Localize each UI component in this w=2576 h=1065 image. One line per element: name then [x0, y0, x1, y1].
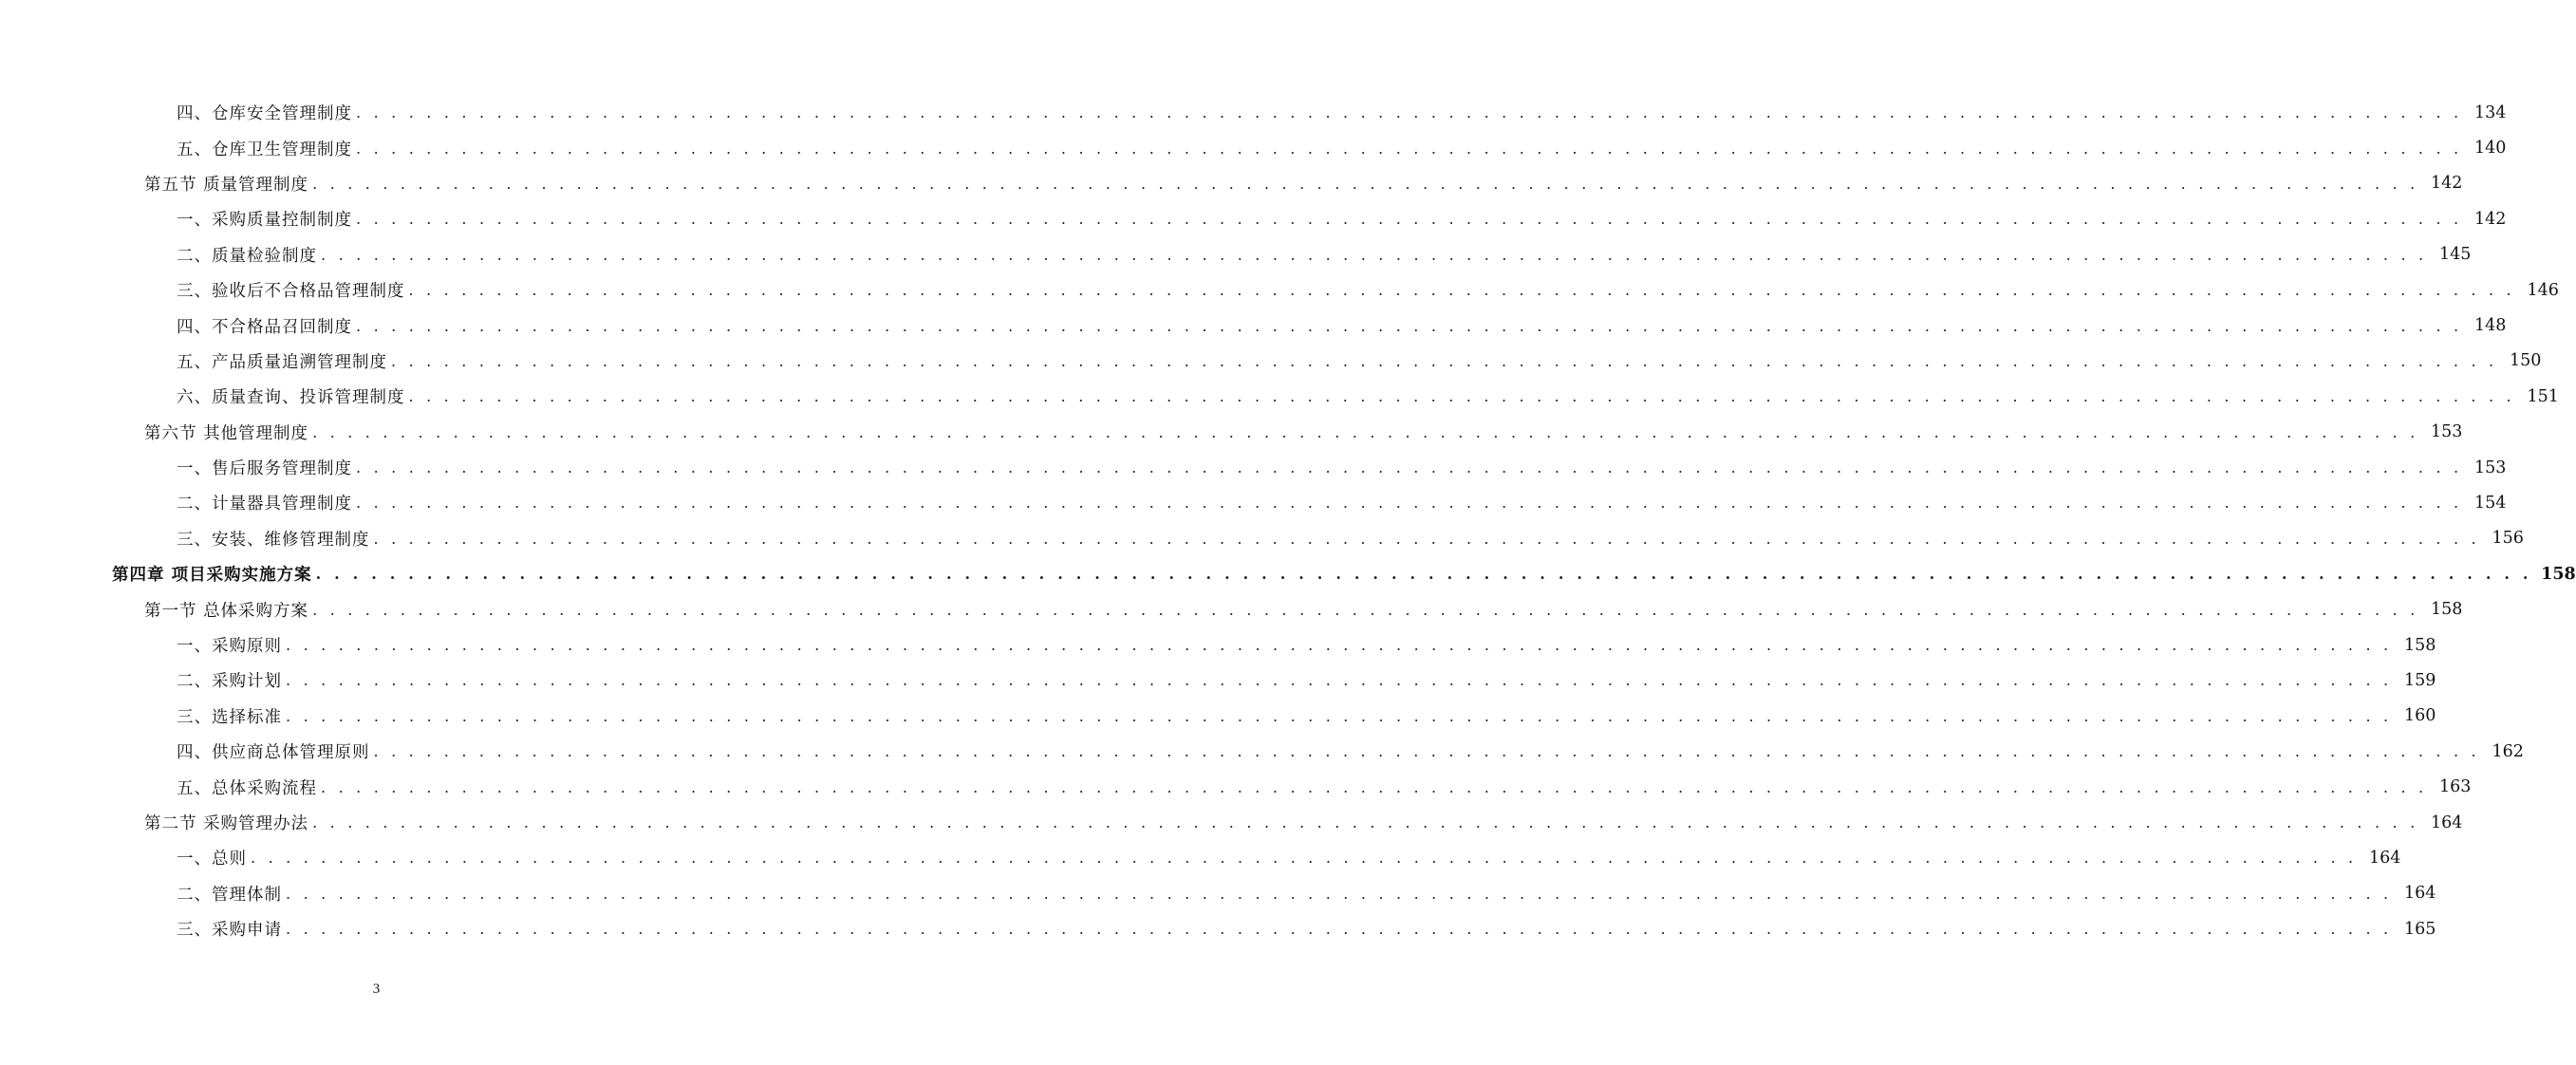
toc-dot-leader: . . . . . . . . . . . . . . . . . . . . . . . . . . . . . . . . . . . . . . . . . . . . . . . . . . . . . . . . . . . . . . . . . . . . . . . . . . . . . . . . . . . . . . . . . . . . . . . . . . . . . . . . . . . . . . . . . . . . . . . . — [312, 813, 2419, 831]
table-of-contents — [0, 95, 2576, 946]
toc-dot-leader: . . . . . . . . . . . . . . . . . . . . . . . . . . . . . . . . . . . . . . . . . . . . . . . . . . . . . . . . . . . . . . . . . . . . . . . . . . . . . . . . . . . . . . . . . . . . . . . . . . . . . . . . . . . . . . . . . . . . . . . . — [356, 210, 2463, 229]
toc-entry[interactable] — [0, 485, 2507, 520]
toc-dot-leader: . . . . . . . . . . . . . . . . . . . . . . . . . . . . . . . . . . . . . . . . . . . . . . . . . . . . . . . . . . . . . . . . . . . . . . . . . . . . . . . . . . . . . . . . . . . . . . . . . . . . . . . . . . . . . . . . . . . . . . . . — [321, 777, 2428, 796]
toc-dot-leader: . . . . . . . . . . . . . . . . . . . . . . . . . . . . . . . . . . . . . . . . . . . . . . . . . . . . . . . . . . . . . . . . . . . . . . . . . . . . . . . . . . . . . . . . . . . . . . . . . . . . . . . . . . . . . . . . . . . . . . . . — [321, 245, 2428, 264]
toc-entry-title: 三、验收后不合格品管理制度 — [177, 282, 405, 302]
toc-entry-page-number: 151 — [2527, 386, 2559, 406]
toc-entry-page-number: 164 — [2431, 813, 2463, 832]
toc-entry-title: 第一节 总体采购方案 — [144, 601, 309, 621]
toc-entry-title: 五、仓库卫生管理制度 — [177, 140, 352, 159]
toc-entry-title: 一、采购原则 — [177, 637, 282, 657]
toc-entry[interactable] — [0, 734, 2524, 769]
toc-entry[interactable] — [0, 237, 2472, 272]
toc-entry[interactable] — [0, 130, 2507, 165]
toc-entry-title: 第四章 项目采购实施方案 — [112, 566, 312, 586]
toc-entry[interactable] — [0, 840, 2401, 875]
toc-dot-leader: . . . . . . . . . . . . . . . . . . . . . . . . . . . . . . . . . . . . . . . . . . . . . . . . . . . . . . . . . . . . . . . . . . . . . . . . . . . . . . . . . . . . . . . . . . . . . . . . . . . . . . . . . . . . . . . . . . . . . . . . — [408, 387, 2515, 406]
toc-entry-page-number: 158 — [2541, 564, 2576, 584]
toc-entry[interactable] — [0, 876, 2436, 911]
toc-entry-page-number: 153 — [2431, 422, 2463, 442]
toc-entry-page-number: 158 — [2431, 600, 2463, 620]
toc-entry-page-number: 134 — [2473, 103, 2507, 122]
toc-entry-title: 六、质量查询、投诉管理制度 — [177, 388, 405, 408]
toc-entry-page-number: 142 — [2473, 209, 2507, 229]
toc-entry[interactable] — [0, 95, 2507, 130]
toc-entry[interactable] — [0, 556, 2576, 591]
toc-entry-page-number: 158 — [2403, 635, 2436, 655]
toc-entry-title: 第五节 质量管理制度 — [144, 175, 309, 195]
toc-entry-title: 二、计量器具管理制度 — [177, 495, 352, 514]
toc-dot-leader: . . . . . . . . . . . . . . . . . . . . . . . . . . . . . . . . . . . . . . . . . . . . . . . . . . . . . . . . . . . . . . . . . . . . . . . . . . . . . . . . . . . . . . . . . . . . . . . . . . . . . . . . . . . . . . . . . . . . . . . . — [356, 103, 2463, 122]
toc-dot-leader: . . . . . . . . . . . . . . . . . . . . . . . . . . . . . . . . . . . . . . . . . . . . . . . . . . . . . . . . . . . . . . . . . . . . . . . . . . . . . . . . . . . . . . . . . . . . . . . . . . . . . . . . . . . . . . . . . . . . . . . . — [286, 920, 2393, 939]
toc-entry-page-number: 148 — [2473, 316, 2507, 336]
toc-entry-title: 三、选择标准 — [177, 707, 282, 727]
toc-entry-title: 四、不合格品召回制度 — [177, 317, 352, 337]
toc-entry-title: 四、仓库安全管理制度 — [177, 104, 352, 124]
toc-entry-title: 四、供应商总体管理原则 — [177, 743, 370, 763]
toc-entry-title: 三、安装、维修管理制度 — [177, 530, 370, 550]
toc-entry[interactable] — [0, 344, 2542, 379]
toc-entry-page-number: 154 — [2473, 493, 2507, 513]
toc-entry-page-number: 162 — [2492, 741, 2524, 761]
toc-entry-page-number: 165 — [2403, 919, 2436, 939]
toc-entry[interactable] — [0, 450, 2507, 485]
toc-entry-page-number: 153 — [2473, 458, 2507, 477]
toc-entry[interactable] — [0, 272, 2559, 308]
toc-entry[interactable] — [0, 166, 2463, 201]
toc-dot-leader: . . . . . . . . . . . . . . . . . . . . . . . . . . . . . . . . . . . . . . . . . . . . . . . . . . . . . . . . . . . . . . . . . . . . . . . . . . . . . . . . . . . . . . . . . . . . . . . . . . . . . . . . . . . . . . . . . . . . . . . . — [251, 849, 2358, 868]
page-number: 3 — [372, 981, 381, 997]
toc-dot-leader: . . . . . . . . . . . . . . . . . . . . . . . . . . . . . . . . . . . . . . . . . . . . . . . . . . . . . . . . . . . . . . . . . . . . . . . . . . . . . . . . . . . . . . . . . . . . . . . . . . . . . . . . . . . . . . . . . . . . . . . . — [286, 884, 2393, 903]
toc-entry[interactable] — [0, 201, 2507, 236]
toc-entry-page-number: 160 — [2403, 706, 2436, 726]
toc-entry-page-number: 164 — [2368, 848, 2401, 868]
toc-dot-leader: . . . . . . . . . . . . . . . . . . . . . . . . . . . . . . . . . . . . . . . . . . . . . . . . . . . . . . . . . . . . . . . . . . . . . . . . . . . . . . . . . . . . . . . . . . . . . . . . . . . . . . . . . . . . . . . . . . . . . . . . — [408, 281, 2515, 300]
toc-dot-leader: . . . . . . . . . . . . . . . . . . . . . . . . . . . . . . . . . . . . . . . . . . . . . . . . . . . . . . . . . . . . . . . . . . . . . . . . . . . . . . . . . . . . . . . . . . . . . . . . . . . . . . . . . . . . . . . . . . . . . . . . — [356, 494, 2463, 513]
toc-entry-page-number: 150 — [2509, 351, 2542, 371]
toc-dot-leader: . . . . . . . . . . . . . . . . . . . . . . . . . . . . . . . . . . . . . . . . . . . . . . . . . . . . . . . . . . . . . . . . . . . . . . . . . . . . . . . . . . . . . . . . . . . . . . . . . . . . . . . . . . . . . . . . . . . . . . . . — [356, 458, 2463, 477]
toc-entry-title: 三、采购申请 — [177, 921, 282, 941]
toc-entry-page-number: 159 — [2403, 670, 2436, 690]
toc-dot-leader: . . . . . . . . . . . . . . . . . . . . . . . . . . . . . . . . . . . . . . . . . . . . . . . . . . . . . . . . . . . . . . . . . . . . . . . . . . . . . . . . . . . . . . . . . . . . . . . . . . . . . . . . . . . . . . . . . . . . . . . . — [286, 706, 2393, 725]
toc-entry-title: 一、总则 — [177, 850, 247, 869]
toc-dot-leader: . . . . . . . . . . . . . . . . . . . . . . . . . . . . . . . . . . . . . . . . . . . . . . . . . . . . . . . . . . . . . . . . . . . . . . . . . . . . . . . . . . . . . . . . . . . . . . . . . . . . . . . . . . . . . . . . . . . . . . . . — [312, 422, 2419, 441]
toc-entry[interactable] — [0, 591, 2463, 626]
toc-entry-page-number: 164 — [2403, 884, 2436, 904]
toc-entry-title: 二、质量检验制度 — [177, 246, 317, 266]
toc-entry[interactable] — [0, 521, 2524, 556]
toc-entry-page-number: 156 — [2492, 529, 2524, 549]
toc-dot-leader: . . . . . . . . . . . . . . . . . . . . . . . . . . . . . . . . . . . . . . . . . . . . . . . . . . . . . . . . . . . . . . . . . . . . . . . . . . . . . . . . . . . . . . . . . . . . . . . . . . . . . . . . . . . . . . . . . . . . . . . . — [286, 636, 2393, 655]
toc-entry-title: 二、管理体制 — [177, 885, 282, 905]
toc-entry-page-number: 140 — [2473, 139, 2507, 159]
toc-entry-title: 一、采购质量控制制度 — [177, 211, 352, 231]
toc-entry-title: 二、采购计划 — [177, 672, 282, 692]
toc-entry-page-number: 163 — [2438, 777, 2472, 797]
toc-dot-leader: . . . . . . . . . . . . . . . . . . . . . . . . . . . . . . . . . . . . . . . . . . . . . . . . . . . . . . . . . . . . . . . . . . . . . . . . . . . . . . . . . . . . . . . . . . . . . . . . . . . . . . . . . . . . . . . . . . . . . . . . — [312, 174, 2419, 193]
toc-entry[interactable] — [0, 699, 2436, 734]
toc-dot-leader: . . . . . . . . . . . . . . . . . . . . . . . . . . . . . . . . . . . . . . . . . . . . . . . . . . . . . . . . . . . . . . . . . . . . . . . . . . . . . . . . . . . . . . . . . . . . . . . . . . . . . . . . . . . . . . . . . . . . . . . . — [373, 529, 2480, 548]
toc-entry[interactable] — [0, 627, 2436, 663]
toc-entry[interactable] — [0, 308, 2507, 343]
toc-dot-leader: . . . . . . . . . . . . . . . . . . . . . . . . . . . . . . . . . . . . . . . . . . . . . . . . . . . . . . . . . . . . . . . . . . . . . . . . . . . . . . . . . . . . . . . . . . . . . . . . . . . . . . . . . . . . . . . . . . . . . . . . — [391, 351, 2498, 370]
toc-entry[interactable] — [0, 769, 2472, 804]
toc-entry-page-number: 142 — [2431, 174, 2463, 194]
toc-dot-leader: . . . . . . . . . . . . . . . . . . . . . . . . . . . . . . . . . . . . . . . . . . . . . . . . . . . . . . . . . . . . . . . . . . . . . . . . . . . . . . . . . . . . . . . . . . . . . . . . . . . . . . . . . . . . . . . . . . . . . . . . — [356, 316, 2463, 335]
toc-entry[interactable] — [0, 415, 2463, 450]
toc-entry[interactable] — [0, 911, 2436, 946]
toc-dot-leader: . . . . . . . . . . . . . . . . . . . . . . . . . . . . . . . . . . . . . . . . . . . . . . . . . . . . . . . . . . . . . . . . . . . . . . . . . . . . . . . . . . . . . . . . . . . . . . . . . . . . . . . . . . . . . . . . . . . . . . . . — [356, 139, 2463, 158]
toc-dot-leader: . . . . . . . . . . . . . . . . . . . . . . . . . . . . . . . . . . . . . . . . . . . . . . . . . . . . . . . . . . . . . . . . . . . . . . . . . . . . . . . . . . . . . . . . . . . . . . . . . . . . . . . . . . . . . . . . . . . . . . . . — [373, 742, 2480, 761]
toc-entry-title: 第二节 采购管理办法 — [144, 814, 309, 833]
toc-entry[interactable] — [0, 663, 2436, 698]
toc-dot-leader: . . . . . . . . . . . . . . . . . . . . . . . . . . . . . . . . . . . . . . . . . . . . . . . . . . . . . . . . . . . . . . . . . . . . . . . . . . . . . . . . . . . . . . . . . . . . . . . . . . . . . . . . . . . . . . . . . . . . . . . . — [312, 600, 2419, 619]
toc-entry-page-number: 146 — [2527, 280, 2559, 300]
toc-entry-title: 五、总体采购流程 — [177, 778, 317, 798]
toc-entry-page-number: 145 — [2438, 245, 2472, 265]
toc-entry[interactable] — [0, 805, 2463, 840]
toc-entry-title: 一、售后服务管理制度 — [177, 459, 352, 479]
toc-dot-leader: . . . . . . . . . . . . . . . . . . . . . . . . . . . . . . . . . . . . . . . . . . . . . . . . . . . . . . . . . . . . . . . . . . . . . . . . . . . . . . . . . . . . . . . . . . . . . . . . . . . . . . . . . . . . . . . . . . . . . . . . — [286, 671, 2393, 690]
toc-entry-title: 五、产品质量追溯管理制度 — [177, 352, 387, 372]
toc-entry[interactable] — [0, 379, 2559, 414]
toc-entry-title: 第六节 其他管理制度 — [144, 423, 309, 443]
toc-dot-leader: . . . . . . . . . . . . . . . . . . . . . . . . . . . . . . . . . . . . . . . . . . . . . . . . . . . . . . . . . . . . . . . . . . . . . . . . . . . . . . . . . . . . . . . . . . . . . . . . . . . . . . . . . . . . . . . . . . . . . . . . — [315, 565, 2532, 584]
